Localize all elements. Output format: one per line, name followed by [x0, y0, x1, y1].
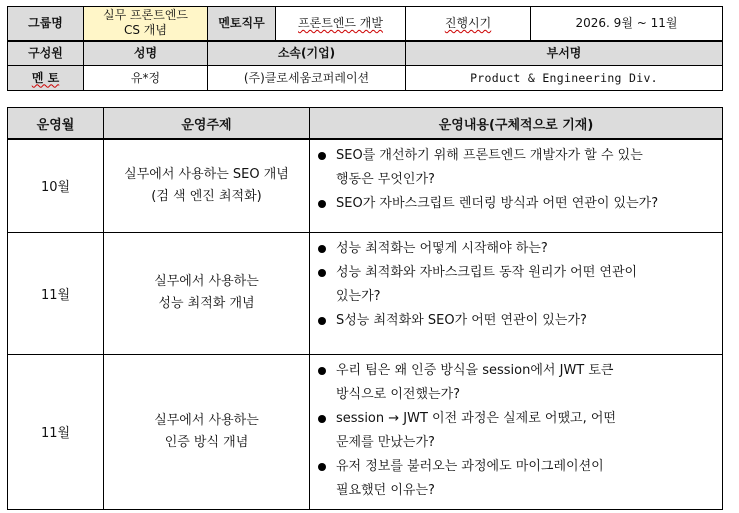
ops-content-item: [316, 455, 716, 503]
ops-header-topic: 운영주제: [104, 108, 310, 140]
info-table: [7, 6, 723, 91]
ops-content-item: [316, 237, 716, 261]
bullet-icon: [318, 463, 326, 471]
ops-row: [8, 232, 723, 354]
bullet-icon: [318, 200, 326, 208]
ops-month[interactable]: 11월: [8, 232, 104, 354]
mentor-label: [8, 66, 84, 91]
ops-content[interactable]: [310, 232, 723, 354]
ops-month[interactable]: 10월: [8, 139, 104, 232]
item-line2: 문제를 만났는가?: [336, 434, 435, 450]
item-line1: 성능 최적화와 자바스크립트 동작 원리가 어떤 연관이: [336, 264, 638, 280]
ops-topic-line1: 실무에서 사용하는 SEO 개념: [124, 166, 289, 182]
period-value[interactable]: 2026. 9월 ~ 11월: [531, 7, 723, 41]
ops-header-row: [8, 108, 723, 140]
ops-row: [8, 139, 723, 232]
item-line2: 방식으로 이전했는가?: [336, 386, 461, 402]
mentor-name[interactable]: 유*정: [84, 66, 208, 91]
group-value-line1: 실무 프론트엔드: [103, 8, 188, 23]
mentor-role-value[interactable]: [276, 7, 406, 41]
group-label: 그룹명: [8, 7, 84, 41]
ops-header-content: 운영내용(구체적으로 기재): [310, 108, 723, 140]
item-line2: 행동은 무엇인가?: [336, 172, 435, 187]
ops-topic-line1: 실무에서 사용하는: [154, 412, 259, 428]
bullet-icon: [318, 367, 326, 375]
ops-topic-line2: 성능 최적화 개념: [158, 296, 255, 311]
bullet-icon: [318, 317, 326, 325]
info-row-mentor: [8, 66, 723, 91]
group-value-line2: CS 개념: [124, 23, 167, 38]
ops-content-item: [316, 359, 716, 407]
ops-month[interactable]: 11월: [8, 354, 104, 509]
ops-content-item: [316, 407, 716, 455]
ops-content-item: [316, 309, 716, 333]
item-line1: SEO가 자바스크립트 렌더링 방식과 어떤 연관이 있는가?: [336, 196, 659, 211]
bullet-icon: [318, 245, 326, 253]
ops-topic[interactable]: [104, 139, 310, 232]
bullet-icon: [318, 269, 326, 277]
ops-content[interactable]: [310, 139, 723, 232]
department-label: 부서명: [406, 41, 723, 66]
item-line1: S성능 최적화와 SEO가 어떤 연관이 있는가?: [336, 312, 587, 328]
member-label: 구성원: [8, 41, 84, 66]
mentor-department[interactable]: Product & Engineering Div.: [406, 66, 723, 91]
period-label-text: 진행시기: [444, 15, 492, 30]
mentor-role-label: 멘토직무: [208, 7, 276, 41]
item-line1: session → JWT 이전 과정은 실제로 어땠고, 어떤: [336, 410, 616, 426]
ops-header-month: 운영월: [8, 108, 104, 140]
ops-content-list: [316, 237, 716, 333]
operations-table: [7, 107, 723, 510]
ops-content-item: [316, 192, 716, 216]
item-line1: 성능 최적화는 어떻게 시작해야 하는?: [336, 240, 548, 256]
mentor-label-text: 멘 토: [31, 70, 60, 85]
group-value[interactable]: [84, 7, 208, 41]
affiliation-label: 소속(기업): [208, 41, 406, 66]
info-row-headers: [8, 41, 723, 66]
ops-topic-line2: (검 색 엔진 최적화): [151, 188, 262, 204]
item-line2: 있는가?: [336, 288, 381, 304]
ops-content-list: [316, 144, 716, 216]
ops-topic[interactable]: [104, 232, 310, 354]
mentor-company[interactable]: (주)클로세움코퍼레이션: [208, 66, 406, 91]
ops-content-item: [316, 144, 716, 192]
ops-topic-line2: 인증 방식 개념: [164, 434, 249, 450]
bullet-icon: [318, 152, 326, 160]
period-label: [406, 7, 531, 41]
ops-content-list: [316, 359, 716, 503]
ops-row: [8, 354, 723, 509]
item-line2: 필요했던 이유는?: [336, 482, 435, 498]
mentor-role-text: 프론트엔드 개발: [298, 15, 383, 30]
item-line1: 유저 정보를 불러오는 과정에도 마이그레이션이: [336, 458, 604, 474]
item-line1: 우리 팀은 왜 인증 방식을 session에서 JWT 토큰: [336, 362, 614, 378]
ops-topic[interactable]: [104, 354, 310, 509]
ops-content-item: [316, 261, 716, 309]
name-label: 성명: [84, 41, 208, 66]
ops-topic-line1: 실무에서 사용하는: [154, 274, 259, 289]
bullet-icon: [318, 415, 326, 423]
item-line1: SEO를 개선하기 위해 프론트엔드 개발자가 할 수 있는: [336, 148, 643, 163]
ops-content[interactable]: [310, 354, 723, 509]
info-row-group: [8, 7, 723, 41]
